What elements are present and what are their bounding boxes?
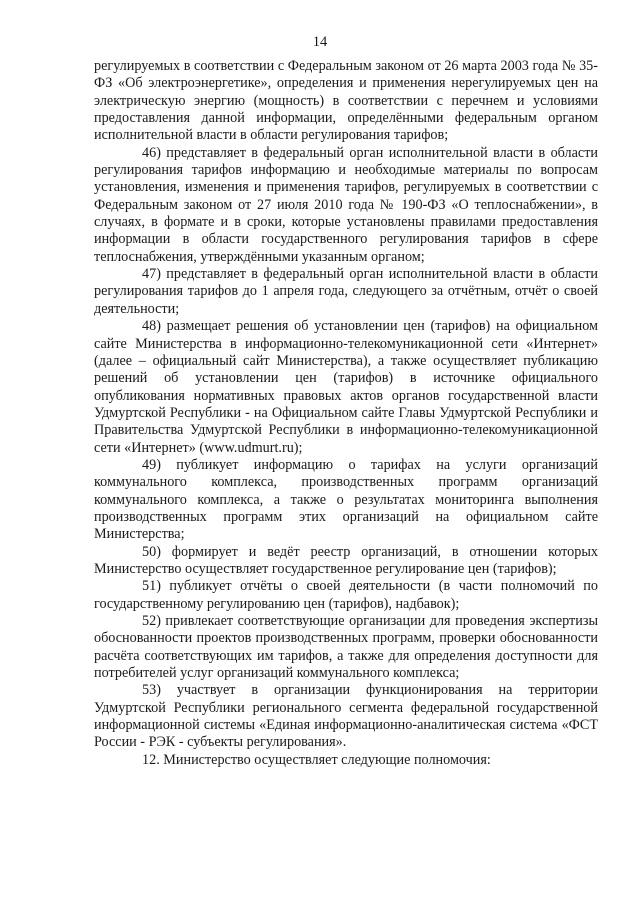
paragraph-continuation: регулируемых в соответствии с Федеральным законом от 26 марта 2003 года № 35-ФЗ «Об электроэнергетике», определения и применения нерегулируемых цен на электрическую энергию (мощность) в соответствии с перечнем и условиями предоставления данной информации, определёнными федеральным органом исполнительной власти в области регулирования тарифов; xyxy=(94,58,598,144)
paragraph-item-48: 48) размещает решения об установлении цен (тарифов) на официальном сайте Министерства в информационно-телекомуникационной сети «Интернет» (далее – официальный сайт Министерства), а также осуществляет публикацию решений об установлении цен (тарифов) в источнике официального опубликования нормативных правовых актов органов государственной власти Удмуртской Республики - на Официальном сайте Главы Удмуртской Республики и Правительства Удмуртской Республики в информационно-телекомуникационной сети «Интернет» (www.udmurt.ru); xyxy=(94,318,598,456)
paragraph-item-50: 50) формирует и ведёт реестр организаций, в отношении которых Министерство осуществляет государственное регулирование цен (тарифов); xyxy=(94,543,598,577)
paragraph-item-49: 49) публикует информацию о тарифах на услуги организаций коммунального комплекса, производственных программ организаций коммунального комплекса, а также о результатах мониторинга выполнения производственных программ этих организаций на официальном сайте Министерства; xyxy=(94,456,598,543)
paragraph-item-51: 51) публикует отчёты о своей деятельности (в части полномочий по государственному регулированию цен (тарифов), надбавок); xyxy=(94,578,598,612)
paragraph-item-53: 53) участвует в организации функционирования на территории Удмуртской Республики регионального сегмента федеральной государственной информационной системы «Единая информационно-аналитическая система «ФСТ России - РЭК - субъекты регулирования». xyxy=(94,682,598,751)
section-12-heading: 12. Министерство осуществляет следующие полномочия: xyxy=(142,751,491,768)
paragraph-item-46: 46) представляет в федеральный орган исполнительной власти в области регулирования тарифов информацию и необходимые материалы по вопросам установления, изменения и применения тарифов, регулируемых в соответствии с Федеральным законом от 27 июля 2010 года № 190-ФЗ «О теплоснабжении», в случаях, в формате и в сроки, которые установлены правилами предоставления информации в области государственного регулирования тарифов в сфере теплоснабжения, утверждёнными указанным органом; xyxy=(94,144,598,265)
paragraph-item-52: 52) привлекает соответствующие организации для проведения экспертизы обоснованности проектов производственных программ, проверки обоснованности расчёта соответствующих им тарифов, а также для определения доступности для потребителей услуг организаций коммунального комплекса; xyxy=(94,613,598,682)
paragraph-item-47: 47) представляет в федеральный орган исполнительной власти в области регулирования тарифов до 1 апреля года, следующего за отчётным, отчёт о своей деятельности; xyxy=(94,266,598,317)
page-number: 14 xyxy=(312,34,328,50)
document-body xyxy=(94,58,598,769)
